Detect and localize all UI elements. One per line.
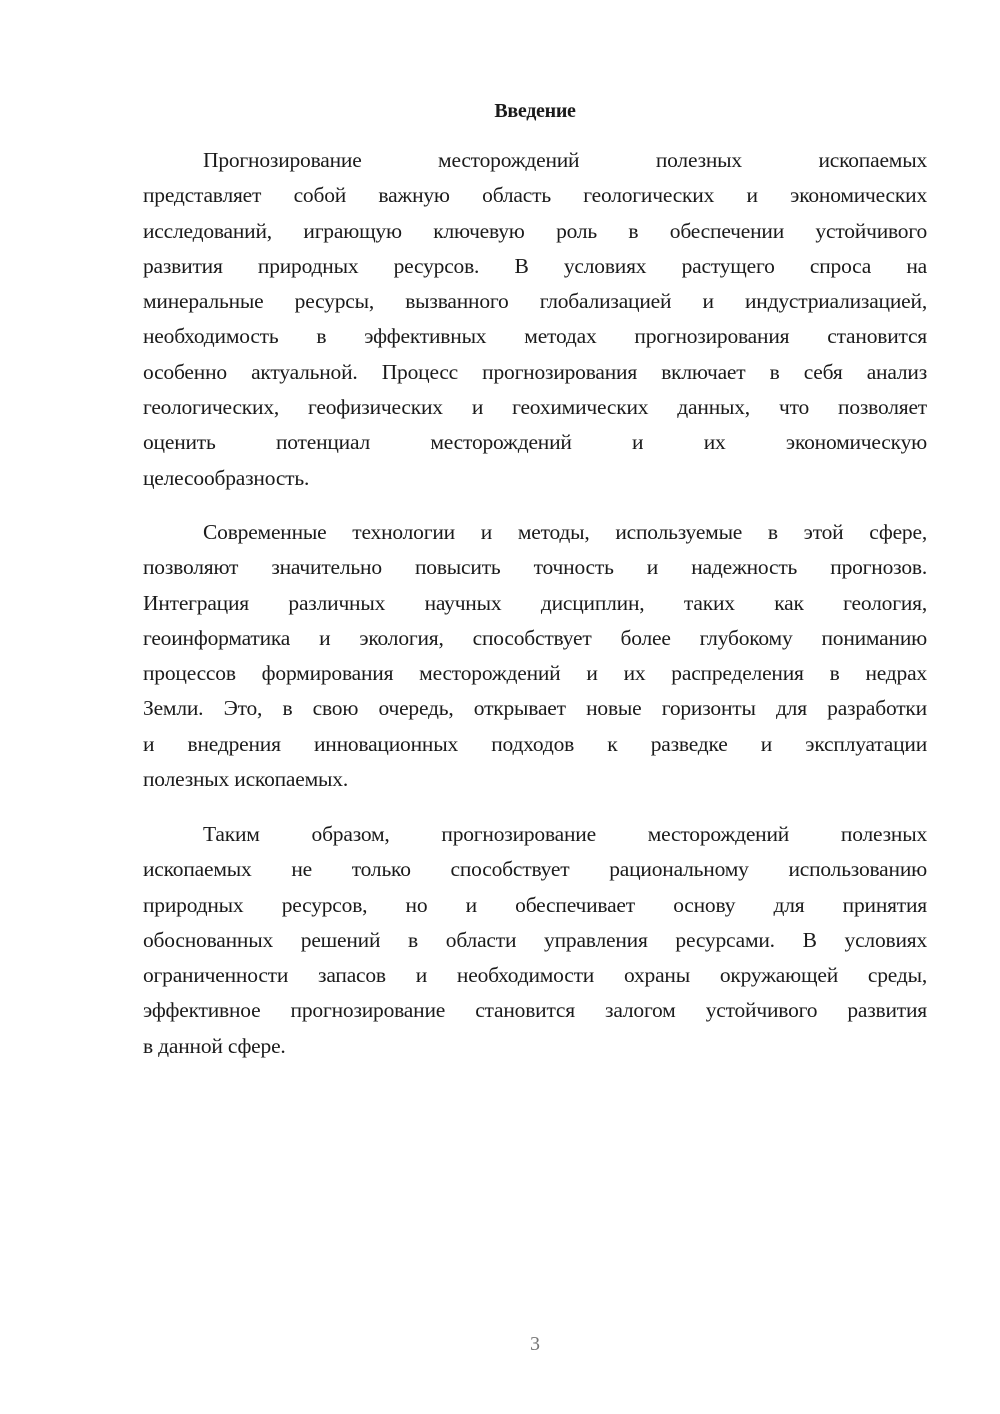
text-line: полезных ископаемых.	[143, 767, 348, 792]
text-line: в данной сфере.	[143, 1033, 286, 1058]
text-line: геологических, геофизических и геохимических данных, что позволяет	[143, 395, 927, 420]
text-line: оценить потенциал месторождений и их экономическую	[143, 430, 927, 455]
paragraph-3	[143, 817, 927, 1064]
text-line: целесообразность.	[143, 465, 310, 490]
page-number: 3	[530, 1333, 540, 1355]
text-line: необходимость в эффективных методах прогнозирования становится	[143, 324, 927, 349]
text-line: обоснованных решений в области управления ресурсами. В условиях	[143, 927, 927, 952]
text-line: Современные технологии и методы, используемые в этой сфере,	[203, 520, 927, 544]
section-title: Введение	[494, 100, 576, 122]
text-line: Таким образом, прогнозирование месторождений полезных	[203, 822, 927, 846]
paragraph-2	[143, 515, 927, 797]
text-line: исследований, играющую ключевую роль в обеспечении устойчивого	[143, 218, 927, 243]
text-line: Прогнозирование месторождений полезных ископаемых	[203, 148, 927, 172]
text-line: Интеграция различных научных дисциплин, таких как геология,	[143, 590, 927, 615]
text-line: природных ресурсов, но и обеспечивает основу для принятия	[143, 892, 927, 917]
text-line: и внедрения инновационных подходов к разведке и эксплуатации	[143, 731, 927, 756]
text-line: процессов формирования месторождений и их распределения в недрах	[143, 661, 927, 686]
paragraph-1	[143, 143, 927, 496]
text-line: эффективное прогнозирование становится залогом устойчивого развития	[143, 998, 927, 1023]
text-line: развития природных ресурсов. В условиях растущего спроса на	[143, 253, 927, 278]
text-line: представляет собой важную область геологических и экономических	[143, 183, 927, 208]
text-line: позволяют значительно повысить точность и надежность прогнозов.	[143, 555, 927, 580]
text-line: Земли. Это, в свою очередь, открывает новые горизонты для разработки	[143, 696, 927, 721]
text-line: ограниченности запасов и необходимости охраны окружающей среды,	[143, 963, 927, 988]
text-line: особенно актуальной. Процесс прогнозирования включает в себя анализ	[143, 359, 927, 384]
text-line: геоинформатика и экология, способствует более глубокому пониманию	[143, 625, 927, 650]
text-line: минеральные ресурсы, вызванного глобализацией и индустриализацией,	[143, 289, 927, 314]
text-line: ископаемых не только способствует рациональному использованию	[143, 857, 927, 882]
